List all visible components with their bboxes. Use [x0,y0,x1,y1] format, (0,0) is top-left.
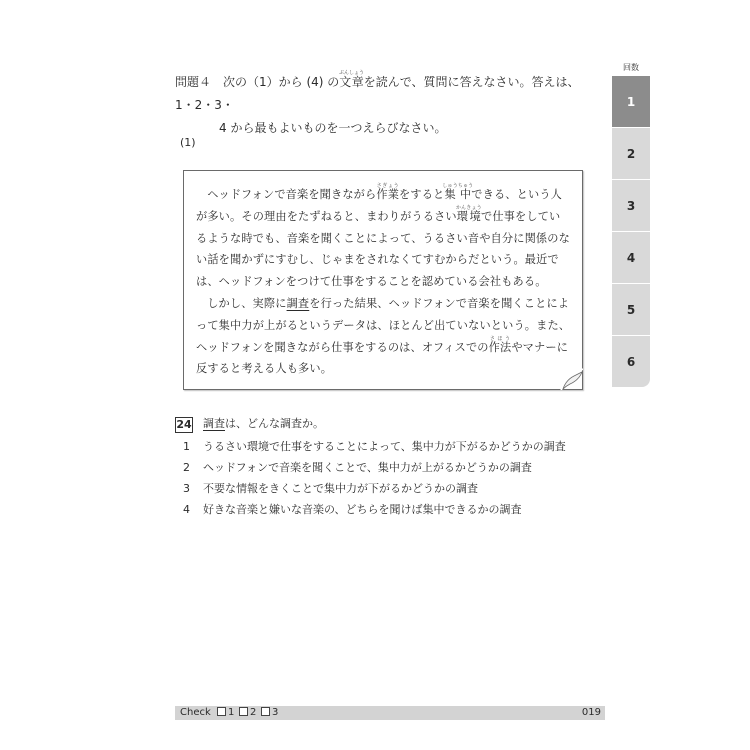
sagyou-word: 作業さぎょう [376,183,400,201]
tab-4[interactable]: 4 [612,232,650,283]
sahou-word: 作法さほう [488,335,512,354]
kankyou-word: 環境かんきょう [456,204,482,223]
tab-6[interactable]: 6 [612,336,650,387]
tab-2[interactable]: 2 [612,128,650,179]
bunshou-word: 文章ぶんしょう [339,70,365,89]
tab-3[interactable]: 3 [612,180,650,231]
question-instruction [175,70,595,140]
check-label: Check [180,707,211,718]
page-number: 019 [581,707,601,718]
checkbox-3[interactable] [261,707,270,716]
tab-header: 回数 [623,63,639,72]
passage-text [196,183,571,380]
sidebar-tabs [612,62,650,388]
answer-options [183,436,566,520]
checkbox-2[interactable] [239,707,248,716]
check-item-3[interactable]: 3 [261,706,278,720]
check-item-2[interactable]: 2 [239,706,256,720]
footer-bar [175,706,605,720]
tab-1[interactable]: 1 [612,76,650,127]
passage-paragraph-2: しかし、実際に調査を行った結果、ヘッドフォンで音楽を聞くことによって集中力が上がるというデータは、ほとんど出ていないという。また、ヘッドフォンを聞きながら仕事をするのは、オフィスでの作法さほうやマナーに反すると考える人も多い。 [196,296,571,376]
answer-option-1[interactable]: 1 うるさい環境で仕事をすることによって、集中力が下がるかどうかの調査 [183,440,566,453]
checkbox-1[interactable] [217,707,226,716]
passage-paragraph-1: ヘッドフォンで音楽を聞きながら作業さぎょうをすると集中しゅうちゅうできる、という人が多い。その理由をたずねると、まわりがうるさい環境かんきょうで仕事をしているような時でも、音楽を聞くことによって、うるさい音や自分に関係のない話を聞かずにすむし、じゃまをされなくてすむからだという。最近では、ヘッドフォンをつけて仕事をすることを認めている会社もある。 [196,183,570,289]
shuuchuu-word: 集中しゅうちゅう [442,183,474,201]
answer-option-2[interactable]: 2 ヘッドフォンで音楽を聞くことで、集中力が上がるかどうかの調査 [183,461,532,474]
question-text: 調査は、どんな調査か。 [203,417,324,430]
instruction-text-b: を読んで、質問に答えなさい。答えは、1・2・3・ [175,75,580,112]
instruction-line-2: 4 から最もよいものを一つえらびなさい。 [219,121,447,135]
answer-option-4[interactable]: 4 好きな音楽と嫌いな音楽の、どちらを聞けば集中できるかの調査 [183,503,522,516]
underlined-chousa: 調査 [286,296,310,310]
check-item-1[interactable]: 1 [217,706,234,720]
answer-option-3[interactable]: 3 不要な情報をきくことで集中力が下がるかどうかの調査 [183,482,478,495]
question-number: 24 [176,418,192,431]
tab-5[interactable]: 5 [612,284,650,335]
instruction-text-a: 問題４ 次の（1）から (4) の [175,75,340,89]
question-underlined-word: 調査 [203,417,225,430]
passage-label: (1) [180,136,196,149]
